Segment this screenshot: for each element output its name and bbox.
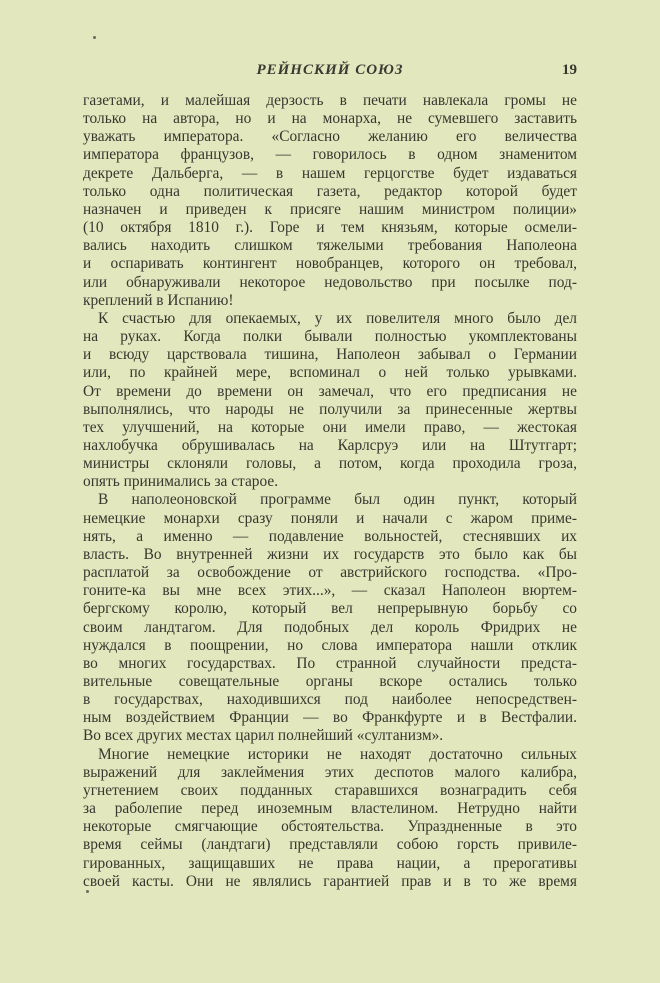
text-line: гированных, защищавших не права нации, а прерогативы	[83, 854, 577, 872]
scan-speck	[93, 36, 96, 39]
text-line: (10 октября 1810 г.). Горе и тем князьям, которые осмели-	[83, 219, 577, 237]
text-line: ным воздействием Франции — во Франкфурте и в Вестфалии.	[83, 709, 577, 727]
text-line: гоните-ка вы мне всех этих...», — сказал Наполеон вюртем-	[83, 582, 577, 600]
paragraph	[83, 746, 577, 891]
text-line: назначен и приведен к присяге нашим министром полиции»	[83, 200, 577, 218]
text-line: креплений в Испанию!	[83, 291, 234, 309]
text-line: нуждался в поощрении, но слова императора нашли отклик	[83, 636, 577, 654]
text-line: или, по крайней мере, вспоминал о ней только урывками.	[83, 364, 577, 382]
text-line: за раболепие перед иноземным властелином. Нетрудно найти	[83, 800, 577, 818]
text-line: во многих государствах. По странной случайности предста-	[83, 654, 577, 672]
text-line: уважать императора. «Согласно желанию его величества	[83, 128, 577, 146]
text-line: бергскому королю, который вел непрерывную борьбу со	[83, 600, 577, 618]
paragraph	[83, 491, 577, 745]
paragraph	[83, 310, 577, 492]
text-line: и всюду царствовала тишина, Наполеон забывал о Германии	[83, 346, 577, 364]
text-line: или обнаруживали некоторое недовольство при посылке под-	[83, 273, 577, 291]
text-line: немецкие монархи сразу поняли и начали с жаром приме-	[83, 509, 577, 527]
text-line: время сеймы (ландтаги) представляли собою горсть привиле-	[83, 836, 577, 854]
text-line: К счастью для опекаемых, у их повелителя много было дел	[98, 309, 577, 327]
text-line: Во всех других местах царил полнейший «султанизм».	[83, 727, 444, 745]
text-line: газетами, и малейшая дерзость в печати навлекала громы не	[83, 92, 577, 109]
text-line: некоторые смягчающие обстоятельства. Упраздненные в это	[83, 818, 577, 836]
text-line: и оспаривать контингент новобранцев, которого он требовал,	[83, 255, 577, 273]
text-line: опять принимались за старое.	[83, 473, 279, 491]
text-line: в государствах, находившихся под наиболее непосредствен-	[83, 691, 577, 709]
text-line: тех улучшений, на которые они имели право, — жестокая	[83, 418, 577, 436]
text-line: выполнялись, что народы не получили за принесенные жертвы	[83, 400, 577, 418]
text-line: нять, а именно — подавление вольностей, стеснявших их	[83, 527, 577, 545]
text-line: выражений для заклеймения этих деспотов малого калибра,	[83, 763, 577, 781]
page-number: 19	[562, 62, 577, 78]
text-line: своим ландтагом. Для подобных дел король Фридрих не	[83, 618, 577, 636]
text-line: вительные совещательные органы вскоре остались только	[83, 673, 577, 690]
text-line: министры склоняли головы, а потом, когда проходила гроза,	[83, 455, 577, 473]
text-line: Многие немецкие историки не находят достаточно сильных	[98, 745, 577, 763]
text-line: только одна политическая газета, редактор которой будет	[83, 182, 577, 200]
page-header	[83, 62, 577, 84]
text-line: От времени до времени он замечал, что его предписания не	[83, 382, 577, 400]
text-line: своей касты. Они не являлись гарантией прав и в то же время	[83, 872, 577, 890]
running-title: РЕЙНСКИЙ СОЮЗ	[256, 62, 404, 78]
text-line: на руках. Когда полки бывали полностью укомплектованы	[83, 328, 577, 346]
text-line: В наполеоновской программе был один пункт, который	[98, 491, 577, 509]
text-line: декрете Дальберга, — в нашем герцогстве будет издаваться	[83, 164, 577, 182]
text-line: власть. Во внутренней жизни их государств это было как бы	[83, 545, 577, 563]
text-line: расплатой за освобождение от австрийского господства. «Про-	[83, 564, 577, 582]
body-text	[83, 92, 577, 891]
scan-speck	[86, 890, 89, 893]
paragraph	[83, 92, 577, 310]
text-line: нахлобучка обрушивалась на Карлсруэ или на Штутгарт;	[83, 436, 577, 454]
text-line: императора французов, — говорилось в одном знаменитом	[83, 146, 577, 164]
text-line: угнетением своих подданных старавшихся вознаградить себя	[83, 781, 577, 799]
text-line: вались находить слишком тяжелыми требования Наполеона	[83, 237, 577, 255]
text-line: только на автора, но и на монарха, не сумевшего заставить	[83, 110, 577, 128]
